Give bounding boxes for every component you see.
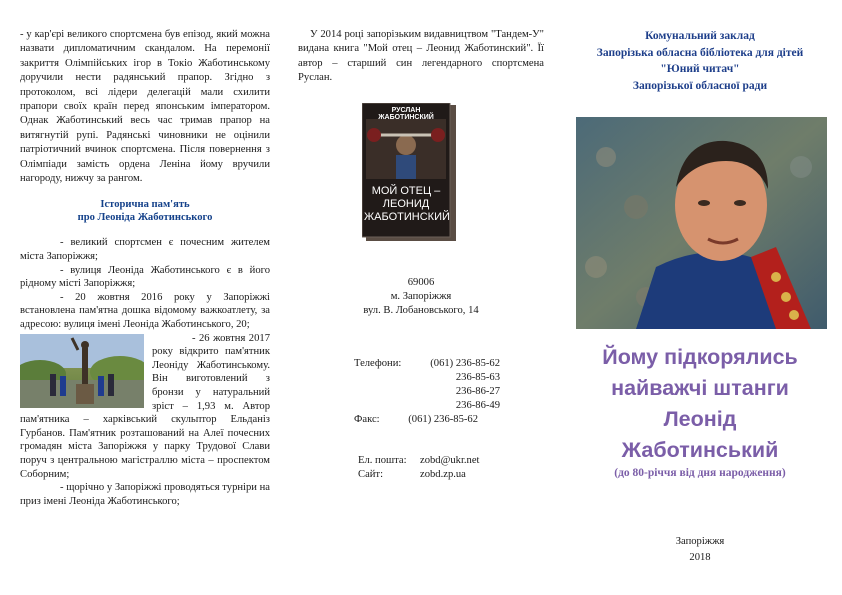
- book-title-line-2: ЛЕОНИД: [382, 198, 430, 210]
- middle-panel: [298, 0, 544, 595]
- left-panel: [20, 0, 270, 595]
- main-title-line-2: найважчі штанги: [611, 376, 789, 400]
- phone-1: (061) 236-85-62: [430, 358, 500, 369]
- site-link[interactable]: zobd.zp.ua: [420, 469, 466, 480]
- bullet-tournaments: - щорічно у Запоріжжі проводяться турніри на приз імені Леоніда Жаботинського;: [20, 482, 270, 507]
- monument-photo: [20, 334, 144, 408]
- bullet-memorial-plaque: - 20 жовтня 2016 року у Запоріжжі встановлена пам'ятна дошка відомому важкоатлету, за адресою: вулиця імені Леоніда Жаботинського, 20;: [20, 291, 270, 331]
- org-line-2: Запорізька обласна бібліотека для дітей: [596, 46, 804, 59]
- bullet-street: - вулиця Леоніда Жаботинського є в його рідному місті Запоріжжя;: [20, 264, 270, 290]
- bullet-monument: - 26 жовтня 2017 року відкрито пам'ятник Леоніду Жаботинському. Він виготовлений з бронзи у натуральний зріст – 1,93 м. Автор пам'ятника – харківський скульптор Ельданіз Гурбанов. Пам'ятник розташований на Алеї почесних громадян міста Запоріжжя у парку Трудової Слави поруч з центральною магістраллю міста – проспектом Соборним;: [20, 332, 270, 480]
- postcode: 69006: [407, 277, 435, 288]
- phone-3: 236-86-27: [455, 386, 500, 397]
- bullet-honorary-citizen: - великий спортсмен є почесним жителем міста Запоріжжя;: [20, 237, 270, 263]
- book-title-line-3: ЖАБОТИНСКИЙ: [364, 211, 450, 223]
- organization-block: [572, 28, 828, 94]
- footer-block: [572, 534, 828, 566]
- org-line-4: Запорізької обласної ради: [632, 79, 768, 92]
- main-title-line-4: Жаботинський: [621, 438, 779, 462]
- diplomatic-episode-paragraph: - у кар'єрі великого спортсмена був епізод, який можна назвати дипломатичним скандалом. На перемонії закриття Олімпійських ігор в Токіо Жаботинському доручили нести радянський прапор. Згідно з протоколом, всі лідери делегацій мали схилити прапори своїх країн перед японським імператором. Однак Жаботинський весь час тримав прапор на витягнутій рупі. Радянські чиновники не оцінили патріотичний вчинок спортсмена. Після повернення з Олімпіади замість ордена Леніна йому вручили нагороду, нижчу за рангом.: [20, 29, 270, 185]
- phones-label: Телефони:: [354, 358, 402, 369]
- book-cover: [362, 103, 458, 243]
- email-label: Ел. пошта:: [358, 455, 407, 466]
- org-line-1: Комунальний заклад: [645, 30, 755, 42]
- portrait-photo: [576, 117, 827, 329]
- memory-heading-line-1: Історична пам'ять: [100, 199, 190, 211]
- phone-4: 236-86-49: [455, 400, 500, 411]
- email-link[interactable]: zobd@ukr.net: [420, 455, 480, 466]
- site-label: Сайт:: [358, 469, 384, 480]
- address-block: [298, 276, 544, 318]
- main-title-block: [572, 342, 828, 480]
- street: вул. В. Лобановського, 14: [363, 305, 479, 316]
- main-title-line-1: Йому підкорялись: [602, 345, 798, 369]
- book-title: [364, 185, 448, 224]
- footer-place: Запоріжжя: [675, 536, 725, 547]
- footer-year: 2018: [689, 552, 711, 563]
- city: м. Запоріжжя: [390, 291, 452, 302]
- memory-heading-line-2: про Леоніда Жаботинського: [77, 212, 213, 224]
- fax-number: (061) 236-85-62: [408, 414, 479, 425]
- anniversary-subtitle: (до 80-річчя від дня народження): [614, 467, 786, 479]
- main-title-line-3: Леонід: [663, 407, 737, 431]
- book-paragraph: У 2014 році запорізьким видавництвом "Тандем-У" видана книга "Мой отец – Леонид Жаботинский". Її автор – старший син легендарного спортсмена Руслан.: [298, 29, 544, 84]
- fax-label: Факс:: [354, 414, 380, 425]
- phones-block: [354, 357, 544, 427]
- monument-photo-drawing: [20, 334, 144, 408]
- online-contacts-block: [358, 454, 544, 482]
- org-line-3: "Юний читач": [660, 63, 740, 75]
- book-author: РУСЛАН ЖАБОТИНСКИЙ: [378, 107, 434, 121]
- phone-2: 236-85-63: [455, 372, 500, 383]
- book-title-line-1: МОЙ ОТЕЦ –: [371, 185, 441, 197]
- cover-panel: [572, 0, 828, 595]
- portrait-drawing: [576, 117, 827, 329]
